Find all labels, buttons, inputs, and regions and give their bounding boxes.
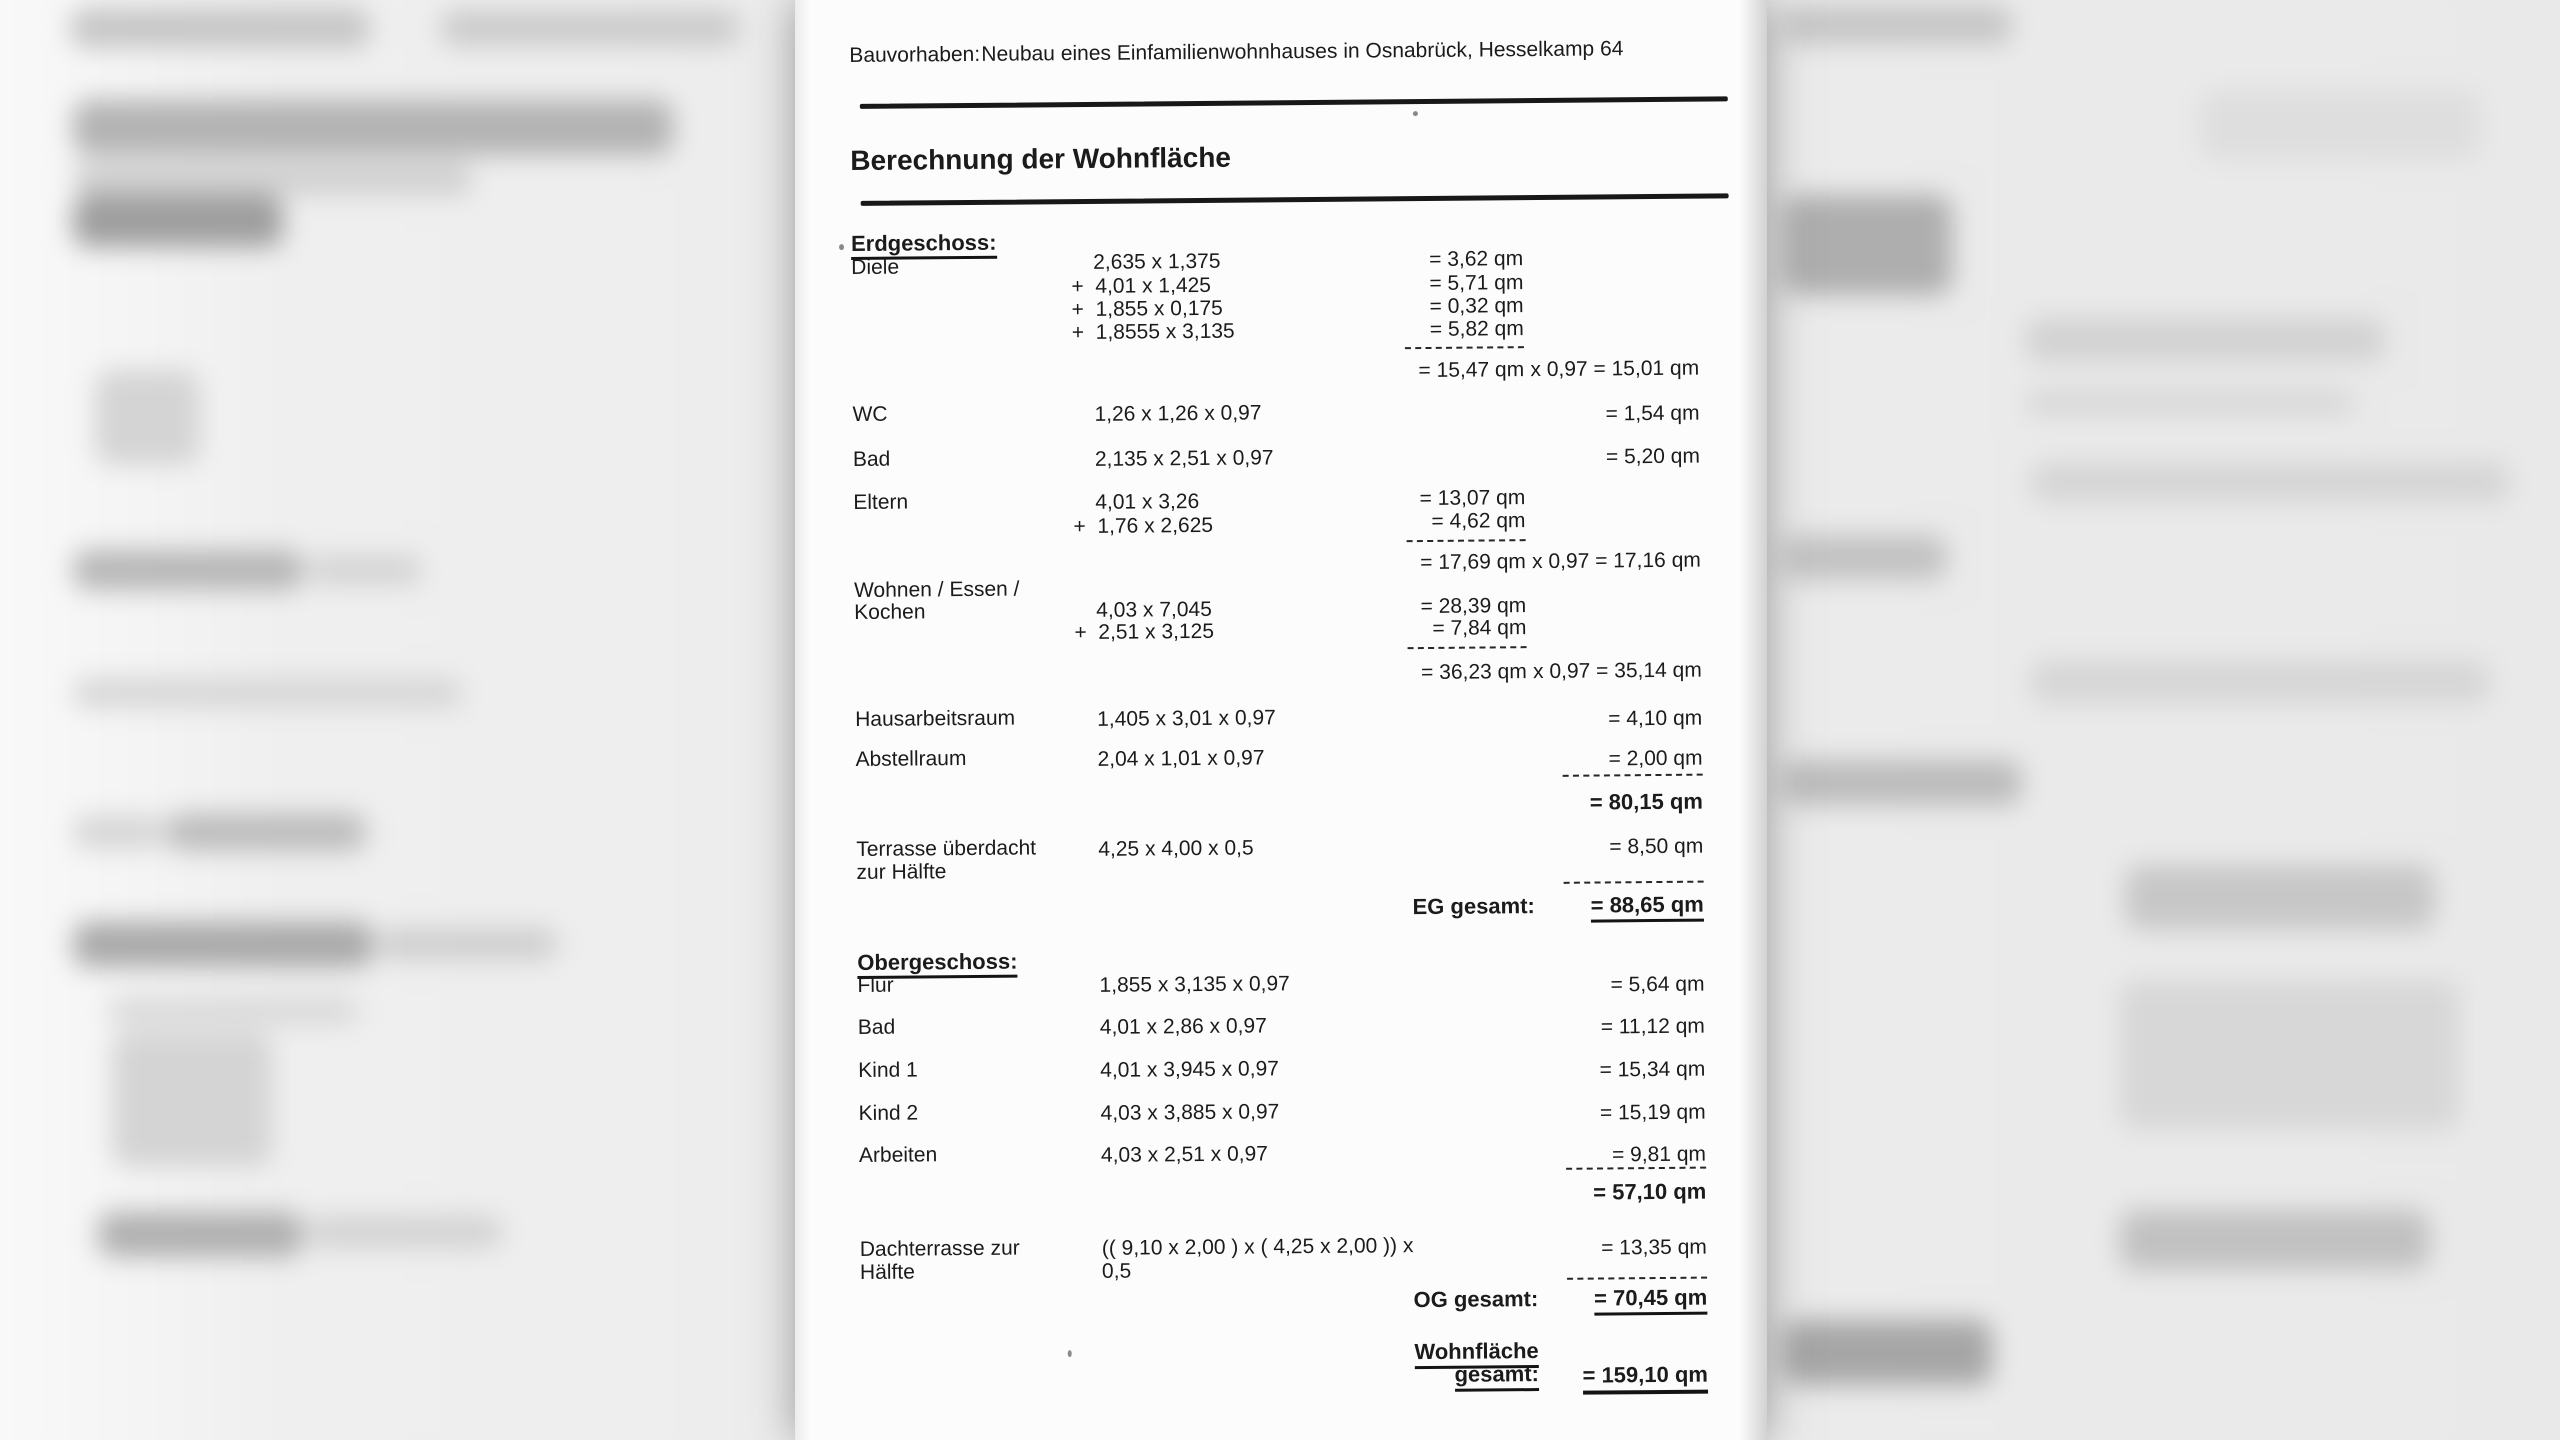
dashed-separator <box>1567 1277 1707 1280</box>
background-blur-blob <box>2125 865 2435 930</box>
rooms-total-eg: = 80,15 qm <box>1589 788 1704 815</box>
background-blur-blob <box>73 815 163 849</box>
reduced-result: x 0,97 = 15,01 qm <box>1530 356 1700 382</box>
formula: + 1,76 x 2,625 <box>1073 513 1214 539</box>
background-blur-blob <box>98 1212 303 1257</box>
eg-total-label: EG gesamt: <box>1412 893 1535 920</box>
formula: 4,25 x 4,00 x 0,5 <box>1098 836 1254 861</box>
area-result: = 28,39 qm <box>1420 594 1527 619</box>
room-label-kind1: Kind 1 <box>858 1058 918 1082</box>
background-blur-blob <box>2025 318 2385 362</box>
background-blur-blob <box>378 928 558 960</box>
background-blur-blob <box>1782 535 1947 580</box>
section-heading-erdgeschoss: Erdgeschoss: <box>851 230 997 261</box>
room-label-kind2: Kind 2 <box>858 1101 919 1125</box>
grand-total-label-line1: Wohnfläche <box>1414 1338 1539 1369</box>
formula: 4,03 x 7,045 <box>1096 597 1212 622</box>
area-result: = 0,32 qm <box>1429 294 1524 318</box>
formula: 4,03 x 2,51 x 0,97 <box>1100 1142 1269 1167</box>
scan-content <box>789 0 1774 1440</box>
area-result: = 4,62 qm <box>1431 509 1526 533</box>
formula: + 2,51 x 3,125 <box>1074 619 1215 645</box>
grand-total-value: = 159,10 qm <box>1582 1362 1708 1395</box>
room-label-arbeiten: Arbeiten <box>858 1143 938 1167</box>
background-blur-blob <box>1782 1320 1992 1385</box>
room-label-wohnen-line1: Wohnen / Essen / <box>853 577 1020 603</box>
formula: 2,635 x 1,375 <box>1093 249 1221 274</box>
room-label-wc: WC <box>852 402 888 427</box>
area-result: = 4,10 qm <box>1608 706 1703 731</box>
background-blur-blob <box>73 678 463 708</box>
scan-speck <box>1413 111 1418 116</box>
formula: 2,135 x 2,51 x 0,97 <box>1094 446 1274 471</box>
og-total-label: OG gesamt: <box>1413 1286 1539 1313</box>
area-result: = 9,81 qm <box>1611 1142 1707 1167</box>
background-blur-blob <box>166 813 366 851</box>
og-total-value: = 70,45 qm <box>1594 1285 1707 1316</box>
dashed-separator <box>1563 774 1703 777</box>
formula: 4,01 x 3,26 <box>1095 489 1200 514</box>
horizontal-rule-top <box>860 96 1728 109</box>
subtotal: = 17,69 qm <box>1420 550 1526 575</box>
room-label-dachterrasse-line2: Hälfte <box>859 1260 915 1284</box>
area-result: = 5,64 qm <box>1610 972 1705 997</box>
scan-speck <box>839 244 844 250</box>
dashed-separator <box>1566 1167 1706 1170</box>
background-blur-blob <box>308 1216 503 1248</box>
background-blur-blob <box>73 163 473 195</box>
formula: (( 9,10 x 2,00 ) x ( 4,25 x 2,00 )) x <box>1101 1234 1414 1260</box>
formula: 4,01 x 3,945 x 0,97 <box>1100 1057 1279 1082</box>
rooms-total-og: = 57,10 qm <box>1593 1178 1707 1205</box>
background-blur-blob <box>108 998 358 1024</box>
area-result: = 5,20 qm <box>1605 444 1701 469</box>
dashed-separator <box>1408 646 1527 649</box>
dashed-separator <box>1407 539 1526 542</box>
background-blur-blob <box>1782 195 1952 295</box>
background-blur-blob <box>73 922 373 967</box>
room-label-terrasse-line2: zur Hälfte <box>856 860 947 884</box>
background-blur-blob <box>308 555 423 585</box>
document-page <box>795 0 1767 1440</box>
project-value: Neubau eines Einfamilienwohnhauses in Osnabrück, Hesselkamp 64 <box>981 37 1624 66</box>
formula: 1,26 x 1,26 x 0,97 <box>1094 401 1262 426</box>
formula: 1,405 x 3,01 x 0,97 <box>1097 706 1276 731</box>
area-result: = 13,07 qm <box>1419 486 1526 511</box>
formula: 1,855 x 3,135 x 0,97 <box>1099 972 1290 997</box>
room-label-terrasse-line1: Terrasse überdacht <box>856 836 1037 861</box>
background-blur-blob <box>1782 760 2022 805</box>
dashed-separator <box>1564 881 1704 884</box>
room-label-wohnen-line2: Kochen <box>854 600 926 625</box>
formula: + 4,01 x 1,425 <box>1071 273 1212 299</box>
formula: + 1,8555 x 3,135 <box>1071 319 1235 345</box>
page-left-edge-shadow <box>795 0 811 1440</box>
area-result: = 3,62 qm <box>1429 247 1524 271</box>
background-blur-blob <box>2025 390 2355 416</box>
eg-total-value: = 88,65 qm <box>1591 892 1704 923</box>
formula: 4,03 x 3,885 x 0,97 <box>1100 1100 1280 1125</box>
background-blur-blob <box>2120 1210 2430 1270</box>
room-label-abstellraum: Abstellraum <box>855 747 967 771</box>
formula: 2,04 x 1,01 x 0,97 <box>1097 746 1265 771</box>
background-blur-blob <box>2120 980 2460 1130</box>
subtotal: = 15,47 qm <box>1418 358 1525 383</box>
background-blur-blob <box>70 8 370 48</box>
reduced-result: x 0,97 = 35,14 qm <box>1532 658 1702 684</box>
room-label-diele: Diele <box>851 255 900 280</box>
area-result: = 5,71 qm <box>1429 271 1524 295</box>
formula: 0,5 <box>1101 1259 1132 1283</box>
scan-speck <box>1068 1350 1072 1357</box>
background-blur-blob <box>73 195 283 247</box>
area-result: = 7,84 qm <box>1432 616 1527 640</box>
background-blur-blob <box>112 1032 272 1167</box>
reduced-result: x 0,97 = 17,16 qm <box>1532 548 1701 574</box>
background-blur-blob <box>1782 6 2012 44</box>
background-blur-blob <box>440 10 740 46</box>
area-result: = 15,19 qm <box>1599 1100 1706 1125</box>
area-result: = 1,54 qm <box>1605 401 1700 426</box>
room-label-bad: Bad <box>852 447 891 472</box>
grand-total-label-line2: gesamt: <box>1454 1361 1539 1392</box>
section-heading-obergeschoss: Obergeschoss: <box>857 949 1017 980</box>
area-result: = 5,82 qm <box>1429 317 1524 341</box>
room-label-dachterrasse-line1: Dachterrasse zur <box>859 1236 1020 1261</box>
page-title: Berechnung der Wohnfläche <box>850 141 1232 177</box>
room-label-hausarbeitsraum: Hausarbeitsraum <box>855 706 1016 731</box>
background-blur-blob <box>73 550 303 590</box>
area-result: = 11,12 qm <box>1600 1014 1705 1039</box>
background-blur-blob <box>2030 660 2490 704</box>
background-blur-blob <box>2030 462 2510 502</box>
room-label-bad-og: Bad <box>857 1015 896 1039</box>
room-label-eltern: Eltern <box>853 490 909 515</box>
area-result: = 2,00 qm <box>1608 746 1703 771</box>
area-result: = 8,50 qm <box>1609 834 1704 859</box>
formula: 4,01 x 2,86 x 0,97 <box>1099 1014 1267 1039</box>
dashed-separator <box>1405 346 1524 349</box>
subtotal: = 36,23 qm <box>1421 660 1527 685</box>
room-label-flur: Flur <box>857 973 894 997</box>
background-blur-blob <box>73 100 673 155</box>
area-result: = 13,35 qm <box>1601 1235 1707 1260</box>
background-blur-blob <box>95 370 200 465</box>
page-right-edge-shadow <box>1739 0 1767 1440</box>
project-label: Bauvorhaben: <box>849 42 981 68</box>
horizontal-rule-title <box>861 193 1729 206</box>
background-blur-blob <box>2200 90 2480 160</box>
area-result: = 15,34 qm <box>1599 1057 1706 1082</box>
formula: + 1,855 x 0,175 <box>1071 296 1223 322</box>
